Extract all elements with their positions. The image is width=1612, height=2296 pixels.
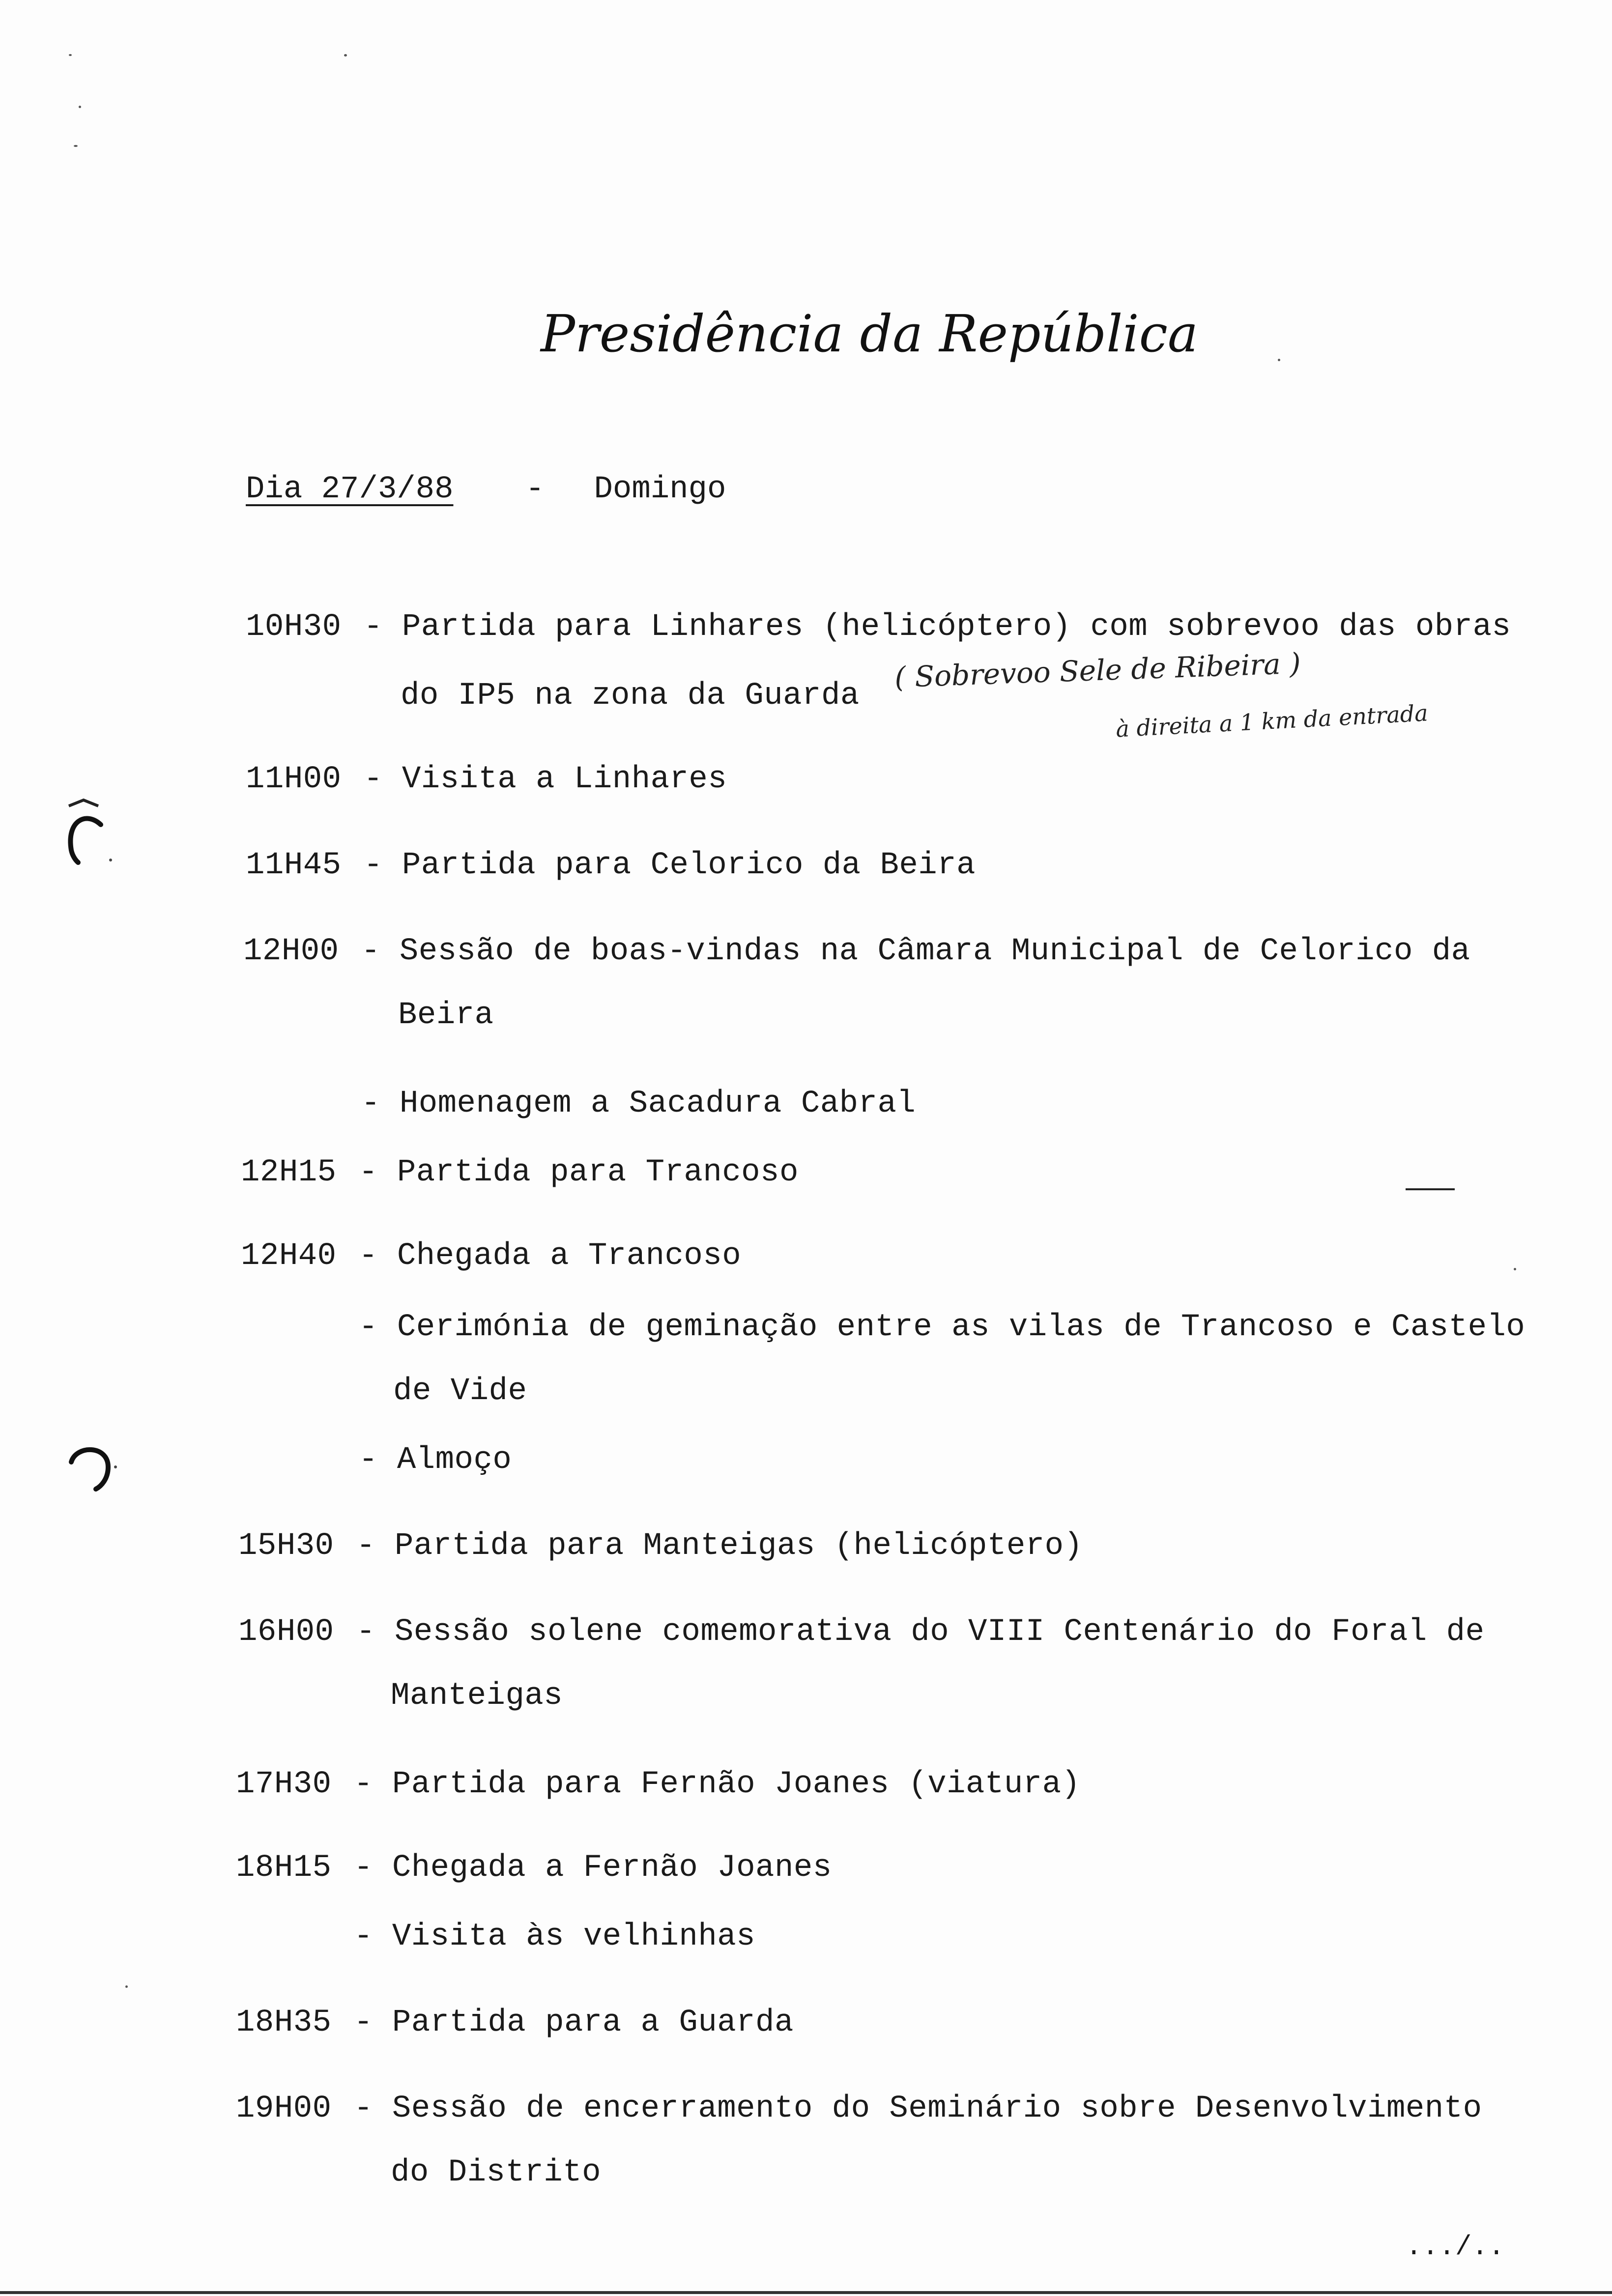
margin-dash-mark [1406, 1188, 1455, 1190]
entry-time: 10H30 [246, 609, 342, 645]
scan-speck [125, 1985, 128, 1988]
scan-speck [1278, 359, 1280, 361]
date: Dia 27/3/88 [246, 472, 454, 507]
entry-time: 12H40 [241, 1238, 337, 1274]
schedule-entry [246, 762, 727, 797]
schedule-entry [359, 1310, 1525, 1345]
schedule-entry-continuation [391, 2155, 601, 2190]
entry-time: 11H00 [246, 762, 342, 797]
entry-text: Manteigas [391, 1678, 563, 1714]
schedule-entry [241, 1238, 741, 1274]
schedule-entry [236, 1767, 1080, 1802]
entry-text: - Sessão de boas-vindas na Câmara Municipal de Celorico da [361, 934, 1470, 969]
entry-text: - Partida para Fernão Joanes (viatura) [354, 1767, 1081, 1802]
entry-time: 16H00 [238, 1614, 334, 1650]
scan-speck [344, 54, 347, 57]
scan-speck [74, 145, 78, 147]
handwritten-note: ( Sobrevoo Sele de Ribeira ) [894, 646, 1301, 694]
entry-time: 15H30 [238, 1528, 334, 1564]
entry-text: - Homenagem a Sacadura Cabral [361, 1086, 916, 1121]
entry-text: - Partida para Celorico da Beira [364, 848, 976, 883]
schedule-entry-continuation [401, 678, 860, 714]
entry-text: - Cerimónia de geminação entre as vilas de Trancoso e Castelo [359, 1310, 1526, 1345]
entry-time: 19H00 [236, 2091, 332, 2126]
continuation-mark: .../.. [1406, 2231, 1505, 2263]
entry-text: de Vide [393, 1374, 527, 1409]
entry-time: 12H15 [241, 1155, 337, 1190]
schedule-entry [236, 1850, 832, 1886]
entry-time: 18H35 [236, 2005, 332, 2040]
schedule-entry [238, 1528, 1083, 1564]
schedule-entry-continuation [398, 998, 494, 1033]
entry-text: do IP5 na zona da Guarda [401, 678, 860, 714]
schedule-entry [236, 2091, 1482, 2126]
entry-text: - Sessão solene comemorativa do VIII Centenário do Foral de [356, 1614, 1485, 1650]
schedule-entry [241, 1155, 799, 1190]
entry-text: - Partida para Trancoso [359, 1155, 799, 1190]
entry-text: - Partida para Manteigas (helicóptero) [356, 1528, 1083, 1564]
weekday: Domingo [594, 472, 726, 507]
schedule-entry [236, 2005, 794, 2040]
hole-punch-mark-icon [61, 1440, 125, 1504]
entry-text: - Sessão de encerramento do Seminário sobre Desenvolvimento [354, 2091, 1482, 2126]
date-heading [246, 472, 726, 507]
schedule-entry [361, 1086, 916, 1121]
entry-text: Beira [398, 998, 494, 1033]
page-bottom-edge [0, 2291, 1612, 2294]
entry-text: - Almoço [359, 1442, 512, 1478]
letterhead-script [536, 295, 1198, 373]
entry-text: - Chegada a Fernão Joanes [354, 1850, 832, 1886]
schedule-entry [246, 609, 1511, 645]
entry-time: 12H00 [243, 934, 339, 969]
schedule-entry [246, 848, 976, 883]
entry-text: - Partida para Linhares (helicóptero) com sobrevoo das obras [364, 609, 1511, 645]
entry-text: do Distrito [391, 2155, 601, 2190]
date-separator: - [525, 472, 545, 507]
hole-punch-mark-icon [57, 796, 125, 880]
entry-text: - Chegada a Trancoso [359, 1238, 742, 1274]
entry-time: 17H30 [236, 1767, 332, 1802]
entry-text: - Visita a Linhares [364, 762, 727, 797]
letterhead [536, 295, 1198, 373]
svg-text:Presidência da República: Presidência da República [541, 304, 1198, 364]
schedule-entry-continuation [393, 1374, 527, 1409]
schedule-entry [238, 1614, 1484, 1650]
entry-time: 18H15 [236, 1850, 332, 1886]
scan-speck [69, 54, 72, 56]
schedule-entry [359, 1442, 512, 1478]
entry-time: 11H45 [246, 848, 342, 883]
schedule-entry-continuation [391, 1678, 563, 1714]
scan-speck [79, 106, 81, 108]
handwritten-note-second-line: à direita a 1 km da entrada [1115, 699, 1429, 743]
schedule-entry [354, 1919, 755, 1954]
scan-speck [1514, 1268, 1516, 1270]
entry-text: - Visita às velhinhas [354, 1919, 756, 1954]
entry-text: - Partida para a Guarda [354, 2005, 794, 2040]
schedule-entry [243, 934, 1470, 969]
